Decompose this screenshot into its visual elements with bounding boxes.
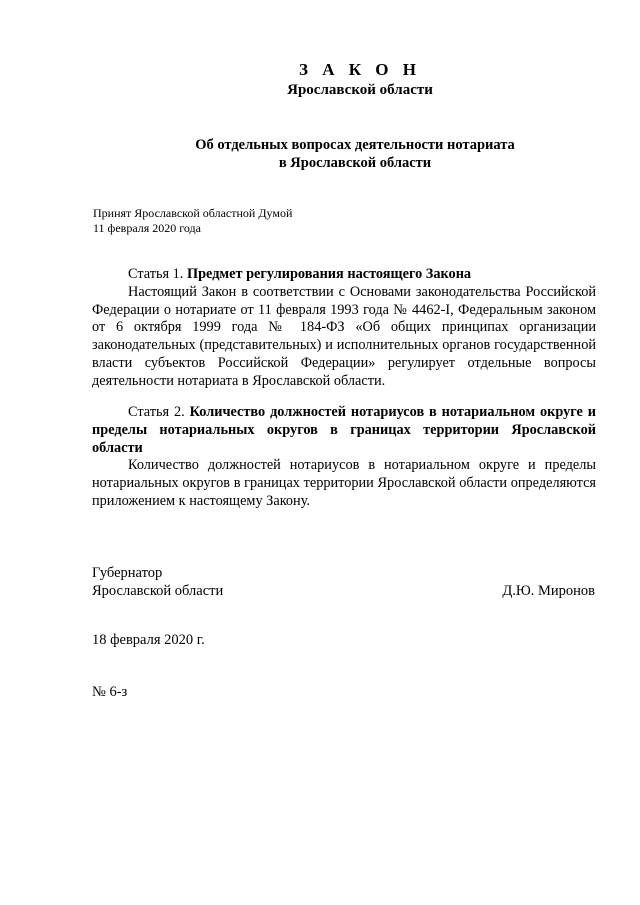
adoption-note [93,206,292,236]
document-type-heading: З А К О Н [298,60,422,79]
signatory-name: Д.Ю. Миронов [502,583,595,599]
signatory-position-line-1: Губернатор [92,565,163,581]
region-heading: Ярославской области [287,82,433,98]
article-2 [92,404,596,511]
article-1-body: Настоящий Закон в соответствии с Основами законодательства Российской Федерации о нотариате от 11 февраля 1993 года № 4462-I, Федеральным законом от 6 октября 1999 года № 184-ФЗ «Об общих принципах организации законодательных (представительных) и исполнительных органов государственной власти субъектов Российской Федерации» регулирует отдельные вопросы деятельности нотариата в Ярославской области. [92,283,596,389]
article-1-number: Статья 1. [128,266,184,282]
article-2-number: Статья 2. [128,404,185,420]
law-subject-title [0,136,640,172]
signing-date: 18 февраля 2020 г. [92,632,205,648]
article-1 [92,266,596,391]
law-number: № 6-з [92,684,128,700]
article-2-title: Количество должностей нотариусов в нотариальном округе и пределы нотариальных округов в границах территории Ярославской области [92,404,597,456]
article-1-title: Предмет регулирования настоящего Закона [186,266,472,282]
article-2-heading [92,404,596,457]
signatory-position-line-2: Ярославской области [92,583,224,599]
article-2-body: Количество должностей нотариусов в нотариальном округе и пределы нотариальных округов в границах территории Ярославской области определяются приложением к настоящему Закону. [92,457,596,509]
adoption-note-line-1: Принят Ярославской областной Думой [93,206,293,220]
law-subject-line-1: Об отдельных вопросах деятельности нотариата [195,137,515,153]
adoption-note-line-2: 11 февраля 2020 года [93,221,201,235]
article-1-heading [92,266,596,284]
law-subject-line-2: в Ярославской области [278,155,432,171]
